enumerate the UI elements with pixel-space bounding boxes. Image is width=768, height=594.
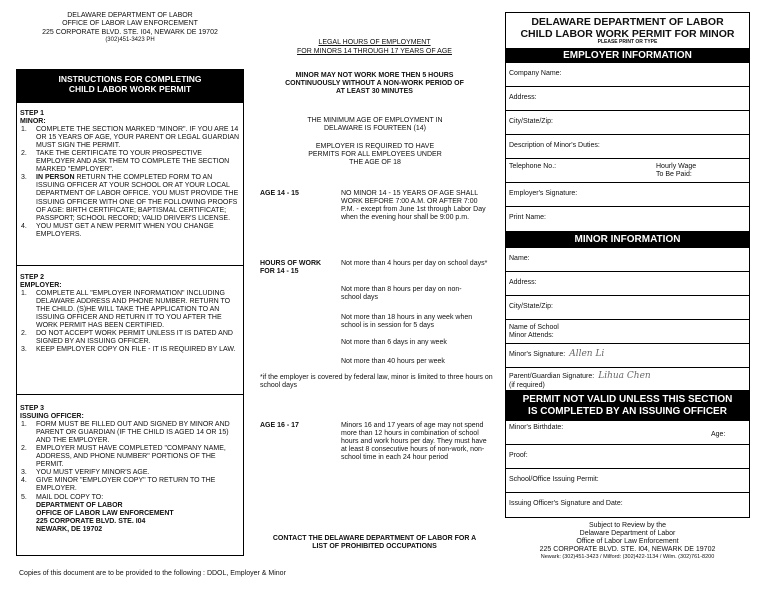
- minor-section: [505, 232, 750, 391]
- hours-of-work-label: HOURS OF WORK FOR 14 - 15: [260, 260, 322, 276]
- permit-required: EMPLOYER IS REQUIRED TO HAVE PERMITS FOR ALL EMPLOYEES UNDER THE AGE OF 18: [308, 143, 442, 167]
- org-name: DELAWARE DEPARTMENT OF LABOR: [67, 12, 193, 19]
- instructions-title: INSTRUCTIONS FOR COMPLETING CHILD LABOR WORK PERMIT: [17, 70, 243, 103]
- officer-header: PERMIT NOT VALID UNLESS THIS SECTION IS COMPLETED BY AN ISSUING OFFICER: [506, 391, 749, 421]
- minor-address-field[interactable]: Address:: [506, 272, 749, 296]
- list-item: 3. YOU MUST VERIFY MINOR'S AGE.: [21, 469, 150, 477]
- parent-signature-field[interactable]: Parent/Guardian Signature: Lihua Chen (if required): [509, 370, 651, 389]
- company-name-field[interactable]: Company Name:: [506, 63, 749, 87]
- list-item: 2. EMPLOYER MUST HAVE COMPLETED "COMPANY NAME, ADDRESS, AND PHONE NUMBER" PORTIONS OF THE PERMIT.: [21, 445, 226, 469]
- step-1: STEP 1 MINOR: 1. COMPLETE THE SECTION MARKED "MINOR". IF YOU ARE 14 OR 15 YEARS OF AGE, YOUR PARENT OR LEGAL GUARDIAN MUST SIGN THE PERMIT. 2. TAKE THE CERTIFICATE TO YOUR PROSPECTIVE EMPLOYER AND ASK THEM TO COMPLETE THE SECTION MARKED "EMPLOYER". 3. IN PERSON RETURN THE COMPLETED FORM TO AN ISSUING OFFICER AT YOUR SCHOOL OR AT YOUR LOCAL DEPARTMENT OF LABOR OFFICE. YOU MUST PROVIDE THE ISSUING OFFICER WITH ONE OF THE FOLLOWING PROOFS OF AGE: BIRTH CERTIFICATE; BAPTISMAL CERTIFICATE; PASSPORT; SCHOOL RECORD; VALID DRIVER'S LICENSE. 4. YOU MUST GET A NEW PERMIT WHEN YOU CHANGE EMPLOYERS.: [17, 103, 243, 266]
- hours-title: LEGAL HOURS OF EMPLOYMENT FOR MINORS 14 THROUGH 17 YEARS OF AGE: [297, 39, 452, 56]
- hours-rule: Not more than 8 hours per day on non-school days: [341, 286, 462, 302]
- print-note: PLEASE PRINT OR TYPE: [597, 39, 658, 46]
- hours-rule: Not more than 40 hours per week: [341, 358, 445, 365]
- minimum-age: THE MINIMUM AGE OF EMPLOYMENT IN DELAWARE IS FOURTEEN (14): [307, 117, 443, 133]
- employer-city-field[interactable]: City/State/Zip:: [506, 111, 749, 135]
- minor-info-header: MINOR INFORMATION: [506, 232, 749, 248]
- list-item: 1. FORM MUST BE FILLED OUT AND SIGNED BY MINOR AND PARENT OR GUARDIAN (IF THE CHILD IS AGED 14 OR 15) AND THE EMPLOYER.: [21, 421, 230, 445]
- issuing-officer-section: [505, 391, 750, 518]
- list-item: 2. TAKE THE CERTIFICATE TO YOUR PROSPECTIVE EMPLOYER AND ASK THEM TO COMPLETE THE SECTION MARKED "EMPLOYER".: [21, 150, 230, 174]
- telephone-field[interactable]: Telephone No.: Hourly Wage To Be Paid:: [506, 159, 749, 183]
- hours-rule: Not more than 4 hours per day on school days*: [341, 260, 488, 267]
- issuing-office-field[interactable]: School/Office Issuing Permit:: [506, 469, 749, 493]
- list-item: 4. YOU MUST GET A NEW PERMIT WHEN YOU CHANGE EMPLOYERS.: [21, 222, 214, 238]
- minor-name-field[interactable]: Name:: [506, 248, 749, 272]
- office-phone: (302)451-3423 PH: [105, 37, 155, 44]
- age-14-15-text: NO MINOR 14 - 15 YEARS OF AGE SHALL WORK BEFORE 7:00 A.M. OR AFTER 7:00 P.M. - except from June 1st through Labor Day when the evening hour shall be 9:00 p.m.: [341, 190, 486, 222]
- break-rule: MINOR MAY NOT WORK MORE THEN 5 HOURS CONTINUOUSLY WITHOUT A NON-WORK PERIOD OF AT LEAST 30 MINUTES: [285, 72, 464, 96]
- employer-address-field[interactable]: Address:: [506, 87, 749, 111]
- step-3: STEP 3 ISSUING OFFICER: 1. FORM MUST BE FILLED OUT AND SIGNED BY MINOR AND PARENT OR GUARDIAN (IF THE CHILD IS AGED 14 OR 15) AND THE EMPLOYER. 2. EMPLOYER MUST HAVE COMPLETED "COMPANY NAME, ADDRESS, AND PHONE NUMBER" PORTIONS OF THE PERMIT. 3. YOU MUST VERIFY MINOR'S AGE. 4. GIVE MINOR "EMPLOYER COPY" TO RETURN TO THE EMPLOYER. 5. MAIL DOL COPY TO: DEPARTMENT OF LABOR OFFICE OF LABOR LAW ENFORCEMENT 225 CORPORATE BLVD. STE. I04 NEWARK, DE 19702: [17, 395, 243, 537]
- contact-note: CONTACT THE DELAWARE DEPARTMENT OF LABOR FOR A LIST OF PROHIBITED OCCUPATIONS: [272, 535, 477, 551]
- hourly-wage-field[interactable]: Hourly Wage To Be Paid:: [656, 162, 697, 178]
- list-item: 3. IN PERSON RETURN THE COMPLETED FORM TO AN ISSUING OFFICER AT YOUR SCHOOL OR AT YOUR LOCAL DEPARTMENT OF LABOR OFFICE. YOU MUST PROVIDE THE ISSUING OFFICER WITH ONE OF THE FOLLOWING PROOFS OF AGE: BIRTH CERTIFICATE; BAPTISMAL CERTIFICATE; PASSPORT; SCHOOL RECORD; VALID DRIVER'S LICENSE.: [21, 174, 239, 222]
- step-2: STEP 2 EMPLOYER: 1. COMPLETE ALL "EMPLOYER INFORMATION" INCLUDING DELAWARE ADDRESS AND PHONE NUMBER. RETURN TO THE CHILD. (S)HE WILL TAKE THE APPLICATION TO AN ISSUING OFFICER AND RETURN IT TO YOU AFTER THE WORK PERMIT HAS BEEN CERTIFIED. 2. DO NOT ACCEPT WORK PERMIT UNLESS IT IS DATED AND SIGNED BY AN ISSUING OFFICER. 3. KEEP EMPLOYER COPY ON FILE - IT IS REQUIRED BY LAW.: [17, 266, 243, 395]
- employer-signature-field[interactable]: Employer's Signature:: [506, 183, 749, 207]
- age-14-15-label: AGE 14 - 15: [260, 190, 299, 197]
- employer-info-header: EMPLOYER INFORMATION: [506, 48, 749, 63]
- copies-note: Copies of this document are to be provided to the following : DDOL, Employer & Minor: [19, 570, 286, 577]
- officer-signature-field[interactable]: Issuing Officer's Signature and Date:: [509, 499, 623, 507]
- parent-signature-value: Lihua Chen: [598, 370, 651, 381]
- list-item: 5. MAIL DOL COPY TO: DEPARTMENT OF LABOR OFFICE OF LABOR LAW ENFORCEMENT 225 CORPORATE BLVD. STE. I04 NEWARK, DE 19702: [36, 494, 240, 534]
- print-name-field[interactable]: Print Name:: [509, 213, 546, 221]
- minor-signature-field[interactable]: Minor's Signature: Allen Li: [506, 344, 749, 368]
- list-item: 1. COMPLETE ALL "EMPLOYER INFORMATION" INCLUDING DELAWARE ADDRESS AND PHONE NUMBER. RETURN TO THE CHILD. (S)HE WILL TAKE THE APPLICATION TO AN ISSUING OFFICER AND RETURN IT TO YOU AFTER THE WORK PERMIT HAS BEEN CERTIFIED.: [21, 290, 231, 330]
- duties-field[interactable]: Description of Minor's Duties:: [506, 135, 749, 159]
- age-field[interactable]: Age:: [711, 430, 726, 438]
- age-16-17-label: AGE 16 - 17: [260, 422, 299, 429]
- mail-address: DEPARTMENT OF LABOR OFFICE OF LABOR LAW ENFORCEMENT 225 CORPORATE BLVD. STE. I04 NEWARK, DE 19702: [36, 501, 174, 533]
- birthdate-field[interactable]: Minor's Birthdate: Age:: [506, 421, 749, 445]
- form-title: DELAWARE DEPARTMENT OF LABOR CHILD LABOR WORK PERMIT FOR MINOR: [520, 16, 735, 41]
- office-name: OFFICE OF LABOR LAW ENFORCEMENT: [62, 20, 198, 28]
- hours-rule: Not more than 18 hours in any week when school is in session for 5 days: [341, 314, 473, 330]
- list-item: 2. DO NOT ACCEPT WORK PERMIT UNLESS IT IS DATED AND SIGNED BY AN ISSUING OFFICER.: [21, 330, 233, 346]
- instructions-box: [16, 69, 244, 556]
- proof-field[interactable]: Proof:: [506, 445, 749, 469]
- review-footer: Subject to Review by the Delaware Department of Labor Office of Labor Law Enforcement 225 CORPORATE BLVD. STE. I04, NEWARK DE 19702 Newark: (302)451-3423 / Milford: (302)422-1134 / Wilm. (302)761-8200: [539, 521, 716, 561]
- age-16-17-text: Minors 16 and 17 years of age may not spend more than 12 hours in combination of school hours and work hours per day. They must have at least 8 consecutive hours of non-work, non-school time in each 24 hour period: [341, 422, 487, 462]
- work-permit-form: [505, 12, 750, 560]
- list-item: 4. GIVE MINOR "EMPLOYER COPY" TO RETURN TO THE EMPLOYER.: [21, 477, 216, 493]
- hours-rule: Not more than 6 days in any week: [341, 339, 447, 346]
- school-field[interactable]: Name of School Minor Attends:: [506, 320, 749, 344]
- employer-section: [505, 12, 750, 232]
- minor-signature-value: Allen Li: [569, 348, 605, 359]
- minor-city-field[interactable]: City/State/Zip:: [506, 296, 749, 320]
- office-address: 225 CORPORATE BLVD. STE. I04, NEWARK DE 19702: [42, 28, 218, 36]
- list-item: 1. COMPLETE THE SECTION MARKED "MINOR". IF YOU ARE 14 OR 15 YEARS OF AGE, YOUR PARENT OR LEGAL GUARDIAN MUST SIGN THE PERMIT.: [21, 126, 240, 150]
- list-item: 3. KEEP EMPLOYER COPY ON FILE - IT IS REQUIRED BY LAW.: [21, 346, 236, 354]
- office-header: [16, 12, 244, 44]
- federal-note: *if the employer is covered by federal law, minor is limited to three hours on school days: [260, 374, 493, 390]
